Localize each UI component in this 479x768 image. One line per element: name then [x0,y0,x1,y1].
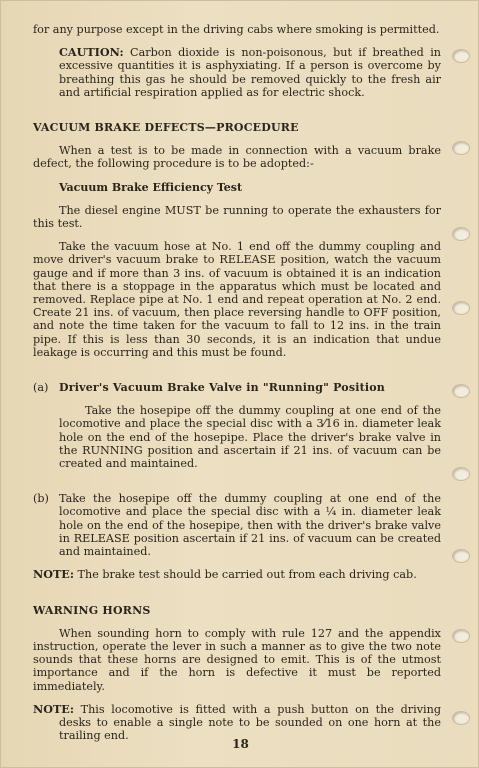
heading-vacuum-brake-defects: VACUUM BRAKE DEFECTS—PROCEDURE [33,121,299,135]
paragraph-smoking: for any purpose except in the driving cabs where smoking is permitted. [33,23,440,36]
binder-hole [452,49,470,63]
heading-efficiency-test: Vacuum Brake Efficiency Test [59,180,243,194]
note-text: This locomotive is fitted with a push button on the driving desks to enable a single note to be sounded on one horn at the trailing end. [59,702,441,743]
note-label: NOTE: [33,701,74,716]
caution-paragraph [59,46,441,99]
binder-hole [452,629,470,643]
item-a-label: (a) [33,381,49,395]
note-label: NOTE: [33,567,74,582]
paragraph-horn: When sounding horn to comply with rule 127 and the appendix instruction, operate the lever in such a manner as to give the two note sounds that these horns are designed to emit. This is of the utmost importance and if the horn is defective it must be reported immediately. [33,626,441,693]
heading-warning-horns: WARNING HORNS [33,603,151,617]
binder-hole [452,467,470,481]
binder-hole [452,711,470,725]
binder-hole [452,141,470,155]
page-number: 18 [232,737,249,751]
item-b [33,492,441,558]
caution-label: CAUTION: [59,45,124,60]
item-a-title: Driver's Vacuum Brake Valve in "Running" Position [59,381,386,395]
note-text: The brake test should be carried out from each driving cab. [73,568,417,582]
paragraph-vacuum-hose: Take the vacuum hose at No. 1 end off the dummy coupling and move driver's vacuum brake to RELEASE position, watch the vacuum gauge and if more than 3 ins. of vacuum is obtained it is an indication that there is a stoppage in the apparatus which must be located and removed. Replace pipe at No. 1 end and repeat operation at No. 2 end. Create 21 ins. of vacuum, then place reversing handle to OFF position, and note the time taken for the vacuum to fall to 12 ins. in the train pipe. If this is less than 30 seconds, it is an indication that undue leakage is occurring and this must be found. [33,240,441,359]
binder-hole [452,384,470,398]
paragraph-procedure: When a test is to be made in connection with a vacuum brake defect, the following procedure is to be adopted:- [33,144,441,171]
binder-hole [452,549,470,563]
page-content [33,23,441,742]
item-a-text: Take the hosepipe off the dummy coupling at one end of the locomotive and place the special disc with a 3⁄16 in. diameter leak hole on the end of the hosepipe. Place the driver's brake valve in the RUNNING position and ascertain if 21 ins. of vacuum can be created and maintained. [59,404,441,471]
item-b-text: Take the hosepipe off the dummy coupling at one end of the locomotive and place the special disc with a ¼ in. diameter leak hole on the end of the hosepipe, then with the driver's brake valve in RELEASE position ascertain if 21 ins. of vacuum can be created and maintained. [59,492,441,559]
item-b-label: (b) [33,492,49,506]
item-a-heading [33,381,441,394]
binder-hole [452,301,470,315]
note-brake-test [33,567,441,582]
paragraph-diesel: The diesel engine MUST be running to operate the exhausters for this test. [33,203,441,231]
caution-text: Carbon dioxide is non-poisonous, but if breathed in excessive quantities it is asphyxiating. If a person is overcome by breathing this gas he should be removed quickly to the fresh air and artificial respiration applied as for electric shock. [59,46,441,99]
binder-hole [452,227,470,241]
